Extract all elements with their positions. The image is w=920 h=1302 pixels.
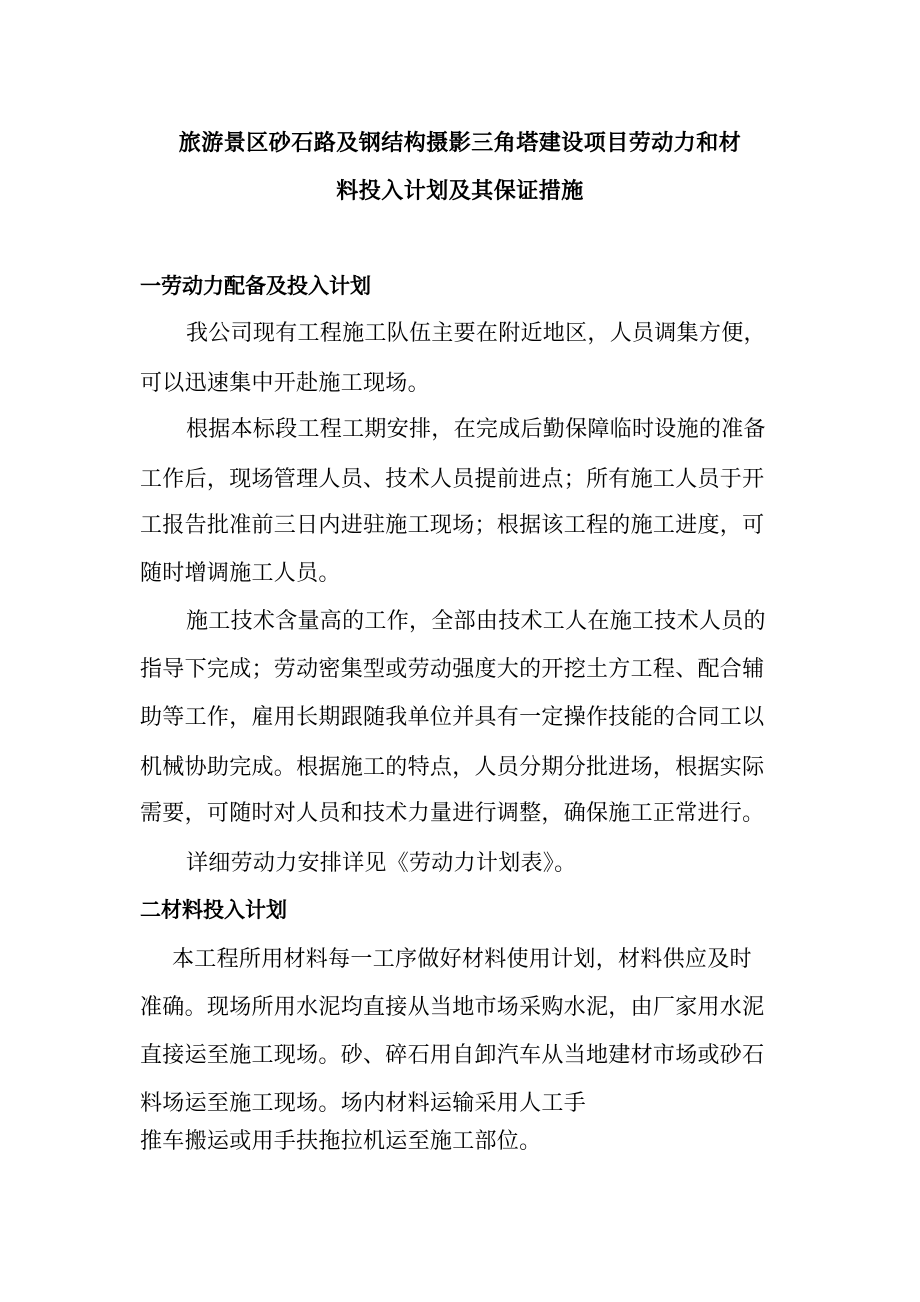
paragraph-line: 详细劳动力安排详见《劳动力计划表》。 bbox=[186, 851, 577, 876]
paragraph-line: 准确。现场所用水泥均直接从当地市场采购水泥，由厂家用水泥 bbox=[140, 995, 765, 1020]
paragraph-line: 机械协助完成。根据施工的特点，人员分期分批进场，根据实际 bbox=[140, 755, 765, 780]
document-title-line-1: 旅游景区砂石路及钢结构摄影三角塔建设项目劳动力和材 bbox=[178, 131, 742, 156]
paragraph-line: 料场运至施工现场。场内材料运输采用人工手 bbox=[140, 1091, 587, 1116]
paragraph-line: 根据本标段工程工期安排，在完成后勤保障临时设施的准备 bbox=[186, 417, 766, 442]
paragraph-line: 工报告批准前三日内进驻施工现场；根据该工程的施工进度，可 bbox=[140, 513, 765, 538]
section-heading-labor: 一劳动力配备及投入计划 bbox=[140, 274, 371, 298]
paragraph-line: 推车搬运或用手扶拖拉机运至施工部位。 bbox=[140, 1129, 542, 1154]
paragraph-line: 我公司现有工程施工队伍主要在附近地区，人员调集方便， bbox=[186, 321, 766, 346]
paragraph-line: 本工程所用材料每一工序做好材料使用计划，材料供应及时 bbox=[172, 947, 752, 972]
paragraph-line: 需要，可随时对人员和技术力量进行调整，确保施工正常进行。 bbox=[140, 801, 765, 826]
paragraph-line: 施工技术含量高的工作，全部由技术工人在施工技术人员的 bbox=[186, 609, 766, 634]
document-title-line-2: 料投入计划及其保证措施 bbox=[336, 179, 584, 204]
section-heading-materials: 二材料投入计划 bbox=[140, 898, 287, 922]
paragraph-line: 可以迅速集中开赴施工现场。 bbox=[140, 371, 430, 396]
paragraph-line: 随时增调施工人员。 bbox=[140, 561, 341, 586]
paragraph-line: 助等工作，雇用长期跟随我单位并具有一定操作技能的合同工以 bbox=[140, 705, 765, 730]
paragraph-line: 直接运至施工现场。砂、碎石用自卸汽车从当地建材市场或砂石 bbox=[140, 1043, 765, 1068]
paragraph-line: 指导下完成；劳动密集型或劳动强度大的开挖土方工程、配合辅 bbox=[140, 657, 765, 682]
paragraph-line: 工作后，现场管理人员、技术人员提前进点；所有施工人员于开 bbox=[140, 467, 765, 492]
